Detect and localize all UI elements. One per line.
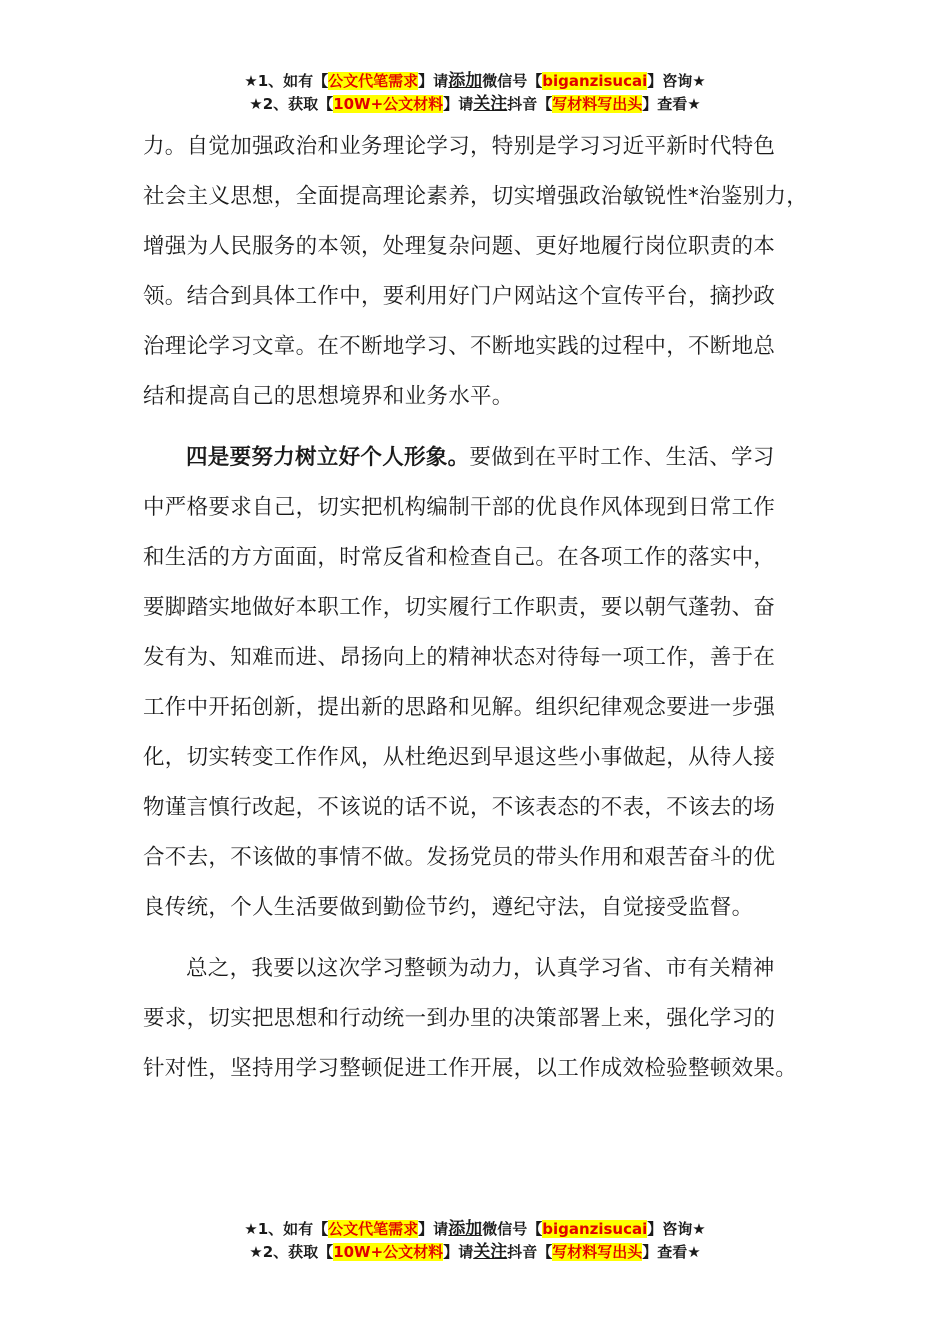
banner-highlight: 公文代笔需求 [328,1220,419,1238]
text-line: 要求，切实把思想和行动统一到办里的决策部署上来，强化学习的 [143,1006,776,1031]
paragraph-1 [143,122,823,422]
banner-text: ★1、如有【 [244,72,329,90]
banner-line-2 [0,1241,950,1264]
banner-douyin-id: 写材料写出头 [552,1243,643,1261]
banner-wechat-id: biganzisucai [542,1220,648,1238]
text-line: 化，切实转变工作作风，从杜绝迟到早退这些小事做起，从待人接 [143,745,776,770]
banner-text: ★2、获取【 [249,1243,334,1261]
banner-text: 】查看★ [642,1243,701,1261]
text-line: 发有为、知难而进、昂扬向上的精神状态对待每一项工作，善于在 [143,645,776,670]
banner-text: 微信号【 [482,1220,543,1238]
banner-text: 】查看★ [642,95,701,113]
banner-text: 】请 [418,1220,449,1238]
text-line: 要脚踏实地做好本职工作，切实履行工作职责，要以朝气蓬勃、奋 [143,595,776,620]
footer-banner [0,1218,950,1264]
text-line: 力。自觉加强政治和业务理论学习，特别是学习习近平新时代特色 [143,134,776,159]
banner-underline: 添加 [448,71,483,91]
text-line [143,433,823,483]
banner-text: 微信号【 [482,72,543,90]
text-line: 合不去，不该做的事情不做。发扬党员的带头作用和艰苦奋斗的优 [143,845,776,870]
text-line: 增强为人民服务的本领，处理复杂问题、更好地履行岗位职责的本 [143,234,776,259]
text-line: 工作中开拓创新，提出新的思路和见解。组织纪律观念要进一步强 [143,695,776,720]
text-line: 社会主义思想，全面提高理论素养，切实增强政治敏锐性*治鉴别力， [143,184,809,209]
banner-text: ★2、获取【 [249,95,334,113]
banner-line-1 [0,70,950,93]
banner-underline: 关注 [473,94,508,114]
banner-line-2 [0,93,950,116]
paragraph-3 [143,944,823,1094]
document-body [143,122,823,1094]
text-line: 中严格要求自己，切实把机构编制干部的优良作风体现到日常工作 [143,495,776,520]
banner-underline: 添加 [448,1219,483,1239]
text-line: 结和提高自己的思想境界和业务水平。 [143,384,514,409]
text-run: 要做到在平时工作、生活、学习 [469,445,775,470]
banner-line-1 [0,1218,950,1241]
banner-text: 】请 [443,95,474,113]
text-line: 治理论学习文章。在不断地学习、不断地实践的过程中，不断地总 [143,334,776,359]
text-line: 物谨言慎行改起，不该说的话不说，不该表态的不表，不该去的场 [143,795,776,820]
text-line: 针对性，坚持用学习整顿促进工作开展，以工作成效检验整顿效果。 [143,1056,798,1081]
banner-highlight: 10W+公文材料 [333,95,444,113]
header-banner [0,70,950,116]
banner-highlight: 公文代笔需求 [328,72,419,90]
banner-highlight: 10W+公文材料 [333,1243,444,1261]
text-line: 良传统，个人生活要做到勤俭节约，遵纪守法，自觉接受监督。 [143,895,754,920]
text-line: 总之，我要以这次学习整顿为动力，认真学习省、市有关精神 [186,956,775,981]
text-line: 领。结合到具体工作中，要利用好门户网站这个宣传平台，摘抄政 [143,284,776,309]
banner-text: 】请 [443,1243,474,1261]
text-line: 和生活的方方面面，时常反省和检查自己。在各项工作的落实中， [143,545,776,570]
banner-text: 】咨询★ [647,1220,706,1238]
banner-douyin-id: 写材料写出头 [552,95,643,113]
banner-text: 】请 [418,72,449,90]
banner-underline: 关注 [473,1242,508,1262]
paragraph-2 [143,433,823,933]
banner-text: 抖音【 [507,95,553,113]
banner-text: 抖音【 [507,1243,553,1261]
paragraph-heading: 四是要努力树立好个人形象。 [186,445,470,470]
banner-wechat-id: biganzisucai [542,72,648,90]
banner-text: 】咨询★ [647,72,706,90]
banner-text: ★1、如有【 [244,1220,329,1238]
